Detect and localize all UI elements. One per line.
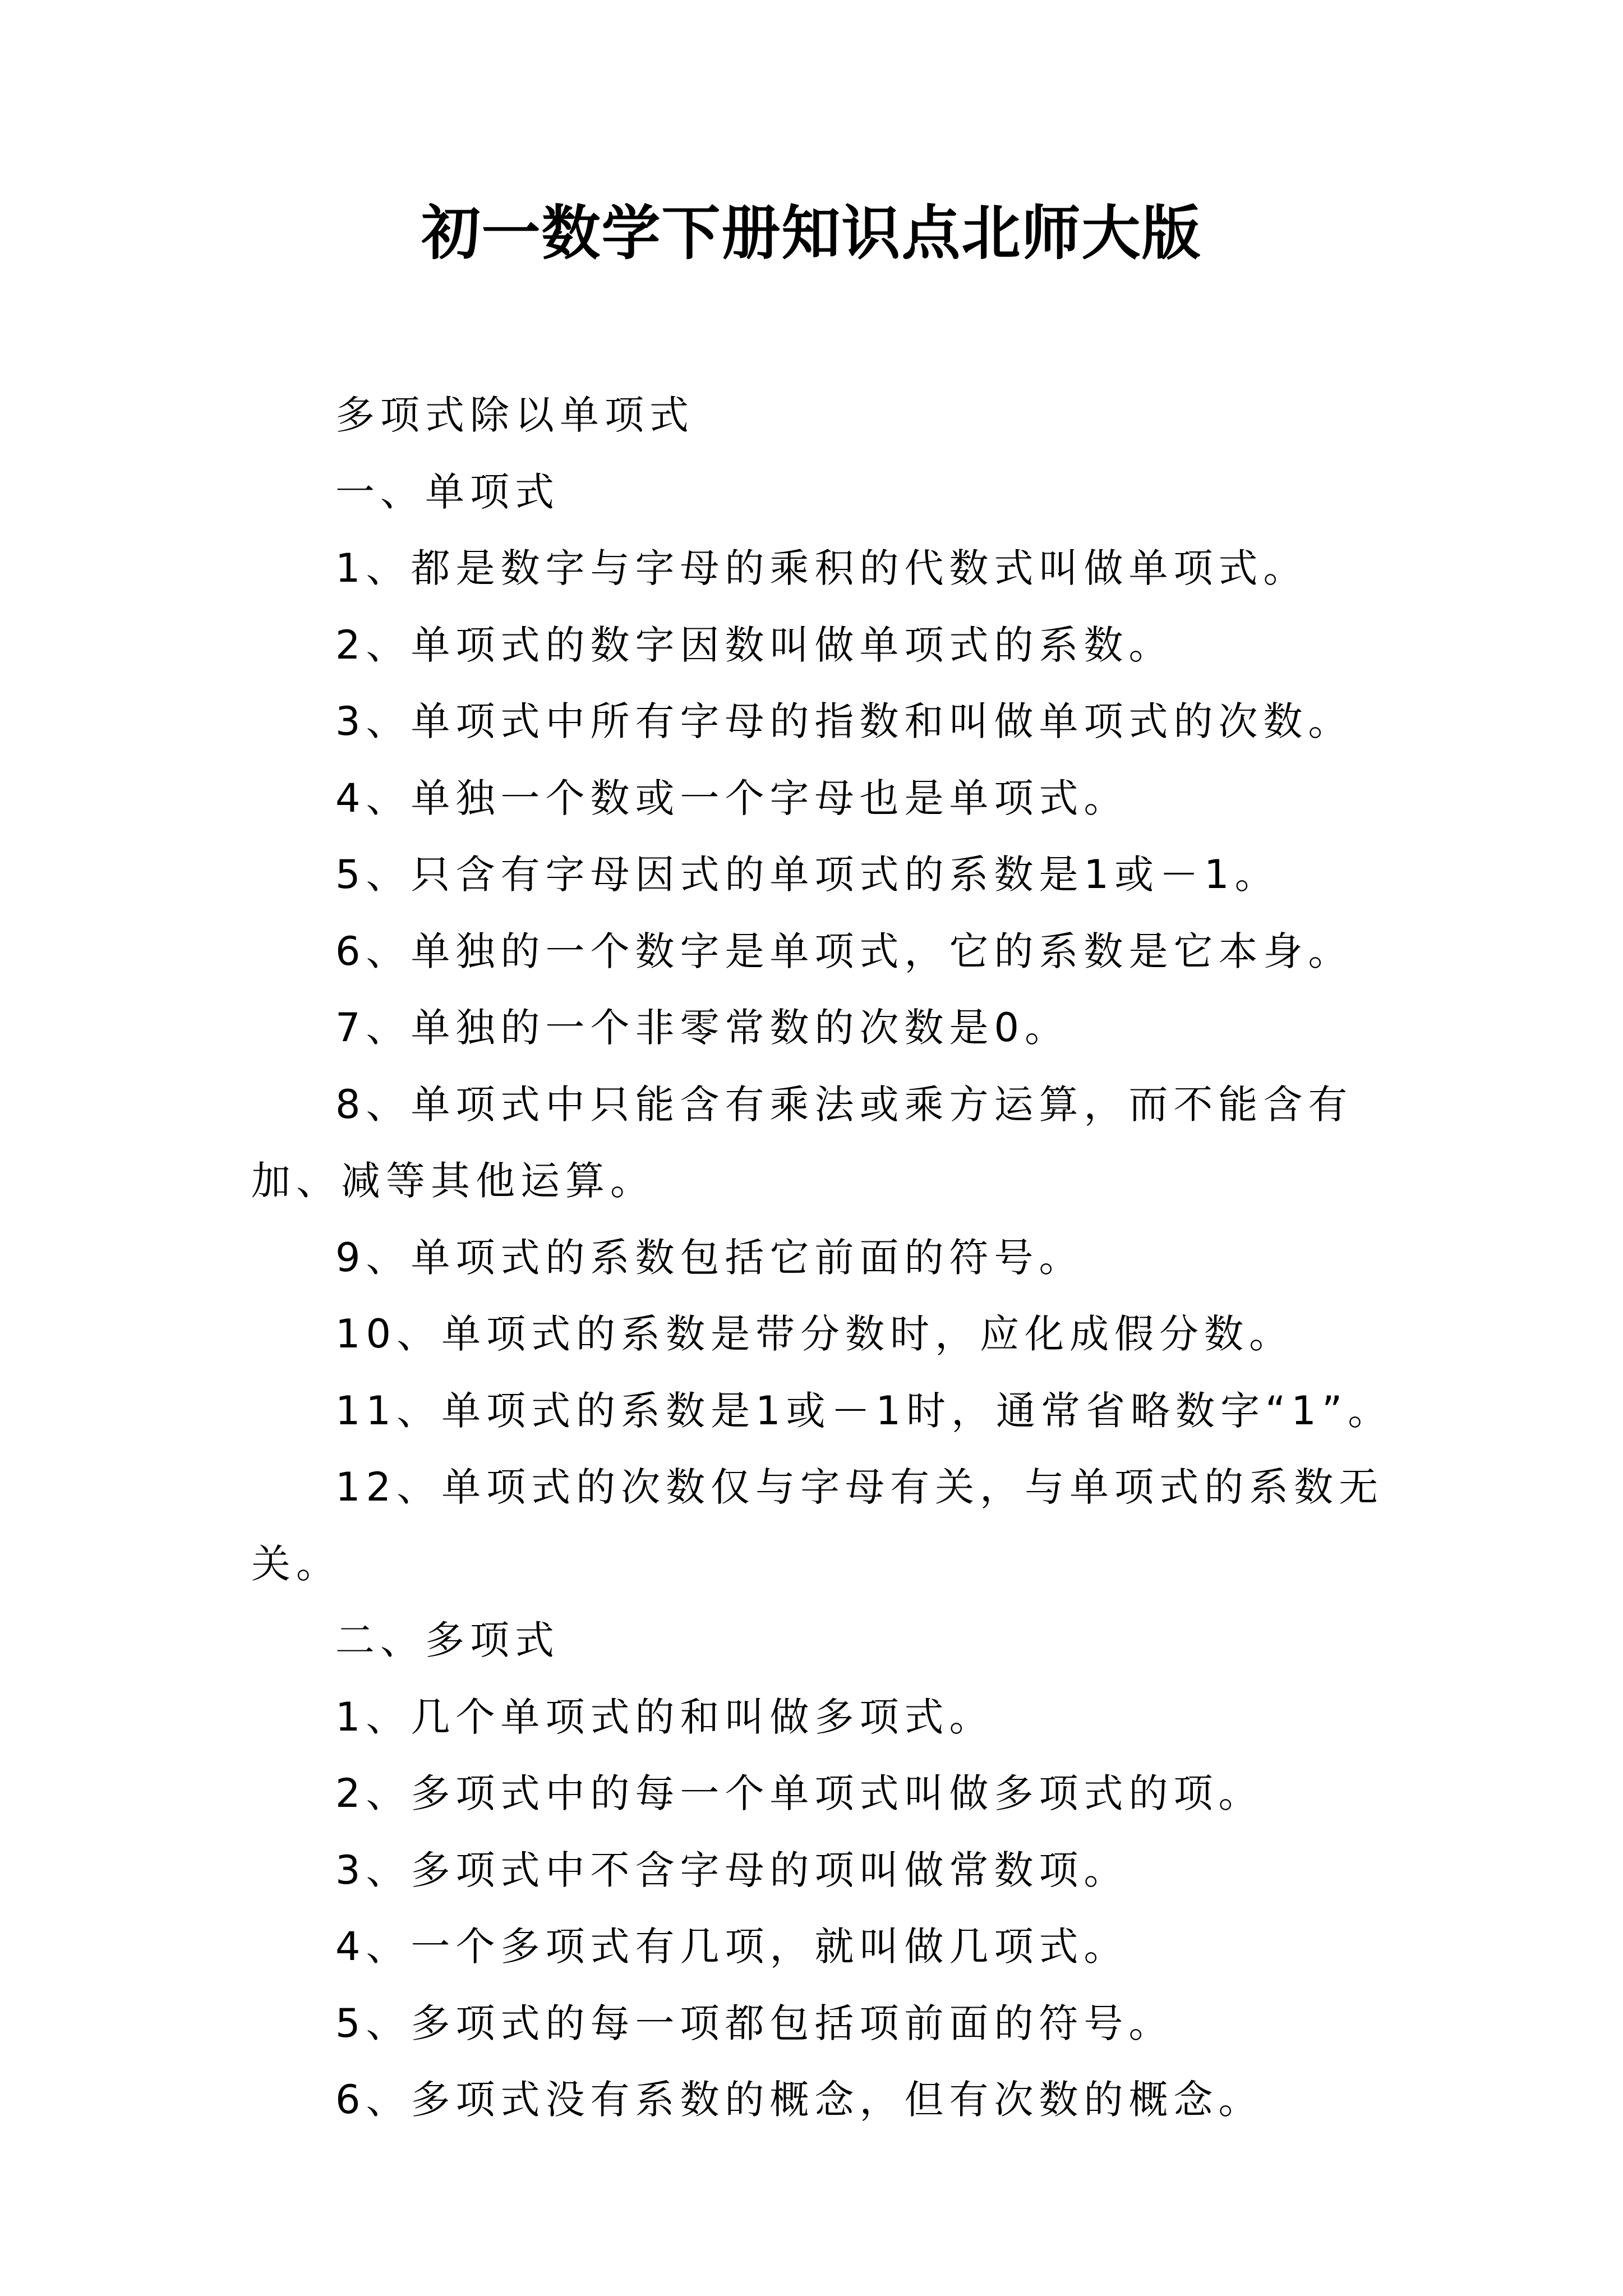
list-item: 2、单项式的数字因数叫做单项式的系数。 xyxy=(335,622,1174,668)
list-item: 3、多项式中不含字母的项叫做常数项。 xyxy=(335,1847,1129,1893)
list-item: 1、几个单项式的和叫做多项式。 xyxy=(335,1694,994,1740)
list-item: 7、单独的一个非零常数的次数是0。 xyxy=(335,1005,1070,1051)
list-item: 4、一个多项式有几项，就叫做几项式。 xyxy=(335,1924,1129,1970)
list-item: 3、单项式中所有字母的指数和叫做单项式的次数。 xyxy=(335,698,1353,744)
document-title: 初一数学下册知识点北师大版 xyxy=(421,198,1202,268)
list-item: 4、单独一个数或一个字母也是单项式。 xyxy=(335,775,1129,821)
list-item: 9、单项式的系数包括它前面的符号。 xyxy=(335,1234,1084,1281)
subsection-heading: 一、单项式 xyxy=(335,468,560,515)
document-body xyxy=(251,377,1418,2138)
subsection-heading: 二、多项式 xyxy=(335,1617,560,1663)
section-heading: 多项式除以单项式 xyxy=(335,392,694,438)
list-item: 2、多项式中的每一个单项式叫做多项式的项。 xyxy=(335,1770,1264,1816)
list-item: 1、都是数字与字母的乘积的代数式叫做单项式。 xyxy=(335,545,1308,591)
list-item: 10、单项式的系数是带分数时，应化成假分数。 xyxy=(335,1311,1294,1357)
list-item: 11、单项式的系数是1或－1时，通常省略数字“1”。 xyxy=(335,1387,1393,1434)
list-item: 5、多项式的每一项都包括项前面的符号。 xyxy=(335,2000,1174,2046)
list-item: 5、只含有字母因式的单项式的系数是1或－1。 xyxy=(335,852,1280,898)
list-item: 8、单项式中只能含有乘法或乘方运算，而不能含有加、减等其他运算。 xyxy=(251,1081,1353,1204)
list-item: 6、单独的一个数字是单项式，它的系数是它本身。 xyxy=(335,928,1353,974)
list-item: 12、单项式的次数仅与字母有关，与单项式的系数无关。 xyxy=(251,1464,1384,1587)
list-item: 6、多项式没有系数的概念，但有次数的概念。 xyxy=(335,2077,1264,2123)
